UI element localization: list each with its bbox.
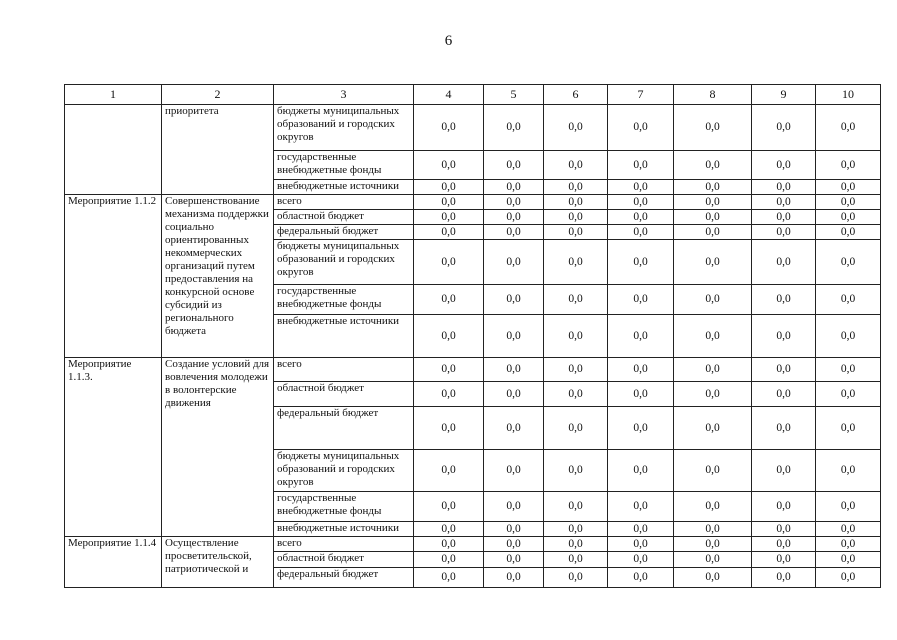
value-cell: 0,0 — [544, 151, 608, 180]
value-cell: 0,0 — [816, 537, 881, 552]
value-cell: 0,0 — [752, 210, 816, 225]
value-cell: 0,0 — [544, 210, 608, 225]
value-cell: 0,0 — [608, 240, 674, 285]
value-cell: 0,0 — [674, 522, 752, 537]
value-cell: 0,0 — [752, 105, 816, 151]
value-cell: 0,0 — [608, 407, 674, 450]
value-cell: 0,0 — [484, 522, 544, 537]
value-cell: 0,0 — [674, 358, 752, 382]
value-cell: 0,0 — [752, 537, 816, 552]
table-body — [65, 105, 881, 588]
value-cell: 0,0 — [484, 225, 544, 240]
value-cell: 0,0 — [816, 522, 881, 537]
header-col-5: 5 — [484, 85, 544, 105]
value-cell: 0,0 — [816, 285, 881, 315]
value-cell: 0,0 — [484, 151, 544, 180]
funding-source-cell: внебюджетные источники — [274, 180, 414, 195]
value-cell: 0,0 — [484, 537, 544, 552]
value-cell: 0,0 — [674, 552, 752, 568]
activity-cell: Мероприятие 1.1.4 — [65, 537, 162, 588]
value-cell: 0,0 — [414, 225, 484, 240]
value-cell: 0,0 — [484, 552, 544, 568]
value-cell: 0,0 — [752, 180, 816, 195]
value-cell: 0,0 — [752, 407, 816, 450]
value-cell: 0,0 — [484, 285, 544, 315]
value-cell: 0,0 — [544, 537, 608, 552]
header-col-2: 2 — [162, 85, 274, 105]
activity-cell: Мероприятие 1.1.3. — [65, 358, 162, 537]
value-cell: 0,0 — [674, 105, 752, 151]
value-cell: 0,0 — [414, 210, 484, 225]
table-row — [65, 105, 881, 151]
value-cell: 0,0 — [752, 151, 816, 180]
value-cell: 0,0 — [484, 210, 544, 225]
header-col-1: 1 — [65, 85, 162, 105]
value-cell: 0,0 — [414, 240, 484, 285]
value-cell: 0,0 — [674, 568, 752, 588]
value-cell: 0,0 — [414, 105, 484, 151]
value-cell: 0,0 — [674, 407, 752, 450]
value-cell: 0,0 — [484, 492, 544, 522]
header-col-9: 9 — [752, 85, 816, 105]
value-cell: 0,0 — [816, 382, 881, 407]
value-cell: 0,0 — [608, 492, 674, 522]
value-cell: 0,0 — [752, 358, 816, 382]
funding-source-cell: государственные внебюджетные фонды — [274, 285, 414, 315]
value-cell: 0,0 — [608, 285, 674, 315]
funding-source-cell: бюджеты муниципальных образований и городских округов — [274, 450, 414, 492]
value-cell: 0,0 — [816, 450, 881, 492]
value-cell: 0,0 — [674, 225, 752, 240]
value-cell: 0,0 — [816, 568, 881, 588]
value-cell: 0,0 — [816, 195, 881, 210]
value-cell: 0,0 — [544, 240, 608, 285]
value-cell: 0,0 — [608, 195, 674, 210]
value-cell: 0,0 — [608, 151, 674, 180]
value-cell: 0,0 — [608, 522, 674, 537]
funding-source-cell: внебюджетные источники — [274, 315, 414, 358]
value-cell: 0,0 — [544, 358, 608, 382]
value-cell: 0,0 — [608, 382, 674, 407]
header-col-6: 6 — [544, 85, 608, 105]
value-cell: 0,0 — [544, 522, 608, 537]
value-cell: 0,0 — [414, 180, 484, 195]
value-cell: 0,0 — [414, 285, 484, 315]
header-col-3: 3 — [274, 85, 414, 105]
value-cell: 0,0 — [816, 225, 881, 240]
value-cell: 0,0 — [674, 151, 752, 180]
value-cell: 0,0 — [752, 240, 816, 285]
value-cell: 0,0 — [544, 195, 608, 210]
table-row — [65, 358, 881, 382]
value-cell: 0,0 — [608, 180, 674, 195]
value-cell: 0,0 — [484, 568, 544, 588]
value-cell: 0,0 — [414, 315, 484, 358]
value-cell: 0,0 — [544, 492, 608, 522]
value-cell: 0,0 — [484, 450, 544, 492]
value-cell: 0,0 — [816, 180, 881, 195]
value-cell: 0,0 — [752, 225, 816, 240]
header-col-4: 4 — [414, 85, 484, 105]
value-cell: 0,0 — [484, 315, 544, 358]
value-cell: 0,0 — [414, 358, 484, 382]
value-cell: 0,0 — [816, 151, 881, 180]
header-col-7: 7 — [608, 85, 674, 105]
value-cell: 0,0 — [752, 568, 816, 588]
value-cell: 0,0 — [752, 522, 816, 537]
value-cell: 0,0 — [752, 382, 816, 407]
funding-source-cell: всего — [274, 195, 414, 210]
value-cell: 0,0 — [816, 492, 881, 522]
value-cell: 0,0 — [608, 568, 674, 588]
value-cell: 0,0 — [752, 492, 816, 522]
value-cell: 0,0 — [674, 450, 752, 492]
funding-source-cell: федеральный бюджет — [274, 407, 414, 450]
header-row — [65, 85, 881, 105]
table-row — [65, 537, 881, 552]
value-cell: 0,0 — [544, 180, 608, 195]
value-cell: 0,0 — [674, 240, 752, 285]
value-cell: 0,0 — [484, 105, 544, 151]
value-cell: 0,0 — [414, 568, 484, 588]
value-cell: 0,0 — [674, 195, 752, 210]
value-cell: 0,0 — [414, 407, 484, 450]
activity-cell: Мероприятие 1.1.2 — [65, 195, 162, 358]
value-cell: 0,0 — [414, 151, 484, 180]
funding-source-cell: государственные внебюджетные фонды — [274, 492, 414, 522]
value-cell: 0,0 — [414, 450, 484, 492]
value-cell: 0,0 — [608, 450, 674, 492]
value-cell: 0,0 — [544, 450, 608, 492]
value-cell: 0,0 — [674, 537, 752, 552]
value-cell: 0,0 — [414, 195, 484, 210]
value-cell: 0,0 — [674, 210, 752, 225]
page-number: 6 — [444, 33, 453, 49]
value-cell: 0,0 — [608, 210, 674, 225]
table-header — [65, 85, 881, 105]
value-cell: 0,0 — [816, 407, 881, 450]
value-cell: 0,0 — [608, 537, 674, 552]
value-cell: 0,0 — [816, 240, 881, 285]
value-cell: 0,0 — [674, 382, 752, 407]
value-cell: 0,0 — [484, 180, 544, 195]
value-cell: 0,0 — [484, 407, 544, 450]
value-cell: 0,0 — [544, 105, 608, 151]
value-cell: 0,0 — [544, 407, 608, 450]
value-cell: 0,0 — [544, 568, 608, 588]
value-cell: 0,0 — [674, 492, 752, 522]
value-cell: 0,0 — [674, 315, 752, 358]
value-cell: 0,0 — [752, 195, 816, 210]
value-cell: 0,0 — [752, 315, 816, 358]
value-cell: 0,0 — [484, 195, 544, 210]
value-cell: 0,0 — [414, 492, 484, 522]
value-cell: 0,0 — [752, 450, 816, 492]
description-cell: Создание условий для вовлечения молодежи в волонтерские движения — [162, 358, 274, 537]
header-col-10: 10 — [816, 85, 881, 105]
funding-source-cell: бюджеты муниципальных образований и городских округов — [274, 240, 414, 285]
value-cell: 0,0 — [674, 180, 752, 195]
funding-source-cell: областной бюджет — [274, 382, 414, 407]
header-col-8: 8 — [674, 85, 752, 105]
activity-cell — [65, 105, 162, 195]
funding-source-cell: внебюджетные источники — [274, 522, 414, 537]
value-cell: 0,0 — [484, 240, 544, 285]
funding-source-cell: областной бюджет — [274, 552, 414, 568]
value-cell: 0,0 — [752, 285, 816, 315]
value-cell: 0,0 — [608, 225, 674, 240]
value-cell: 0,0 — [816, 552, 881, 568]
value-cell: 0,0 — [544, 225, 608, 240]
description-cell: приоритета — [162, 105, 274, 195]
funding-source-cell: федеральный бюджет — [274, 568, 414, 588]
value-cell: 0,0 — [816, 358, 881, 382]
value-cell: 0,0 — [816, 210, 881, 225]
value-cell: 0,0 — [544, 315, 608, 358]
table-row — [65, 195, 881, 210]
value-cell: 0,0 — [608, 315, 674, 358]
value-cell: 0,0 — [674, 285, 752, 315]
value-cell: 0,0 — [544, 285, 608, 315]
funding-source-cell: федеральный бюджет — [274, 225, 414, 240]
value-cell: 0,0 — [816, 105, 881, 151]
funding-source-cell: бюджеты муниципальных образований и городских округов — [274, 105, 414, 151]
budget-table — [64, 84, 881, 588]
value-cell: 0,0 — [608, 358, 674, 382]
funding-source-cell: областной бюджет — [274, 210, 414, 225]
value-cell: 0,0 — [608, 105, 674, 151]
value-cell: 0,0 — [484, 382, 544, 407]
description-cell: Осуществление просветительской, патриотической и — [162, 537, 274, 588]
value-cell: 0,0 — [752, 552, 816, 568]
value-cell: 0,0 — [414, 382, 484, 407]
value-cell: 0,0 — [414, 522, 484, 537]
value-cell: 0,0 — [544, 552, 608, 568]
value-cell: 0,0 — [414, 537, 484, 552]
value-cell: 0,0 — [414, 552, 484, 568]
value-cell: 0,0 — [544, 382, 608, 407]
description-cell: Совершенствование механизма поддержки социально ориентированных некоммерческих организаций путем предоставления на конкурсной основе субсидий из регионального бюджета — [162, 195, 274, 358]
funding-source-cell: всего — [274, 537, 414, 552]
funding-source-cell: всего — [274, 358, 414, 382]
value-cell: 0,0 — [816, 315, 881, 358]
funding-source-cell: государственные внебюджетные фонды — [274, 151, 414, 180]
value-cell: 0,0 — [608, 552, 674, 568]
value-cell: 0,0 — [484, 358, 544, 382]
